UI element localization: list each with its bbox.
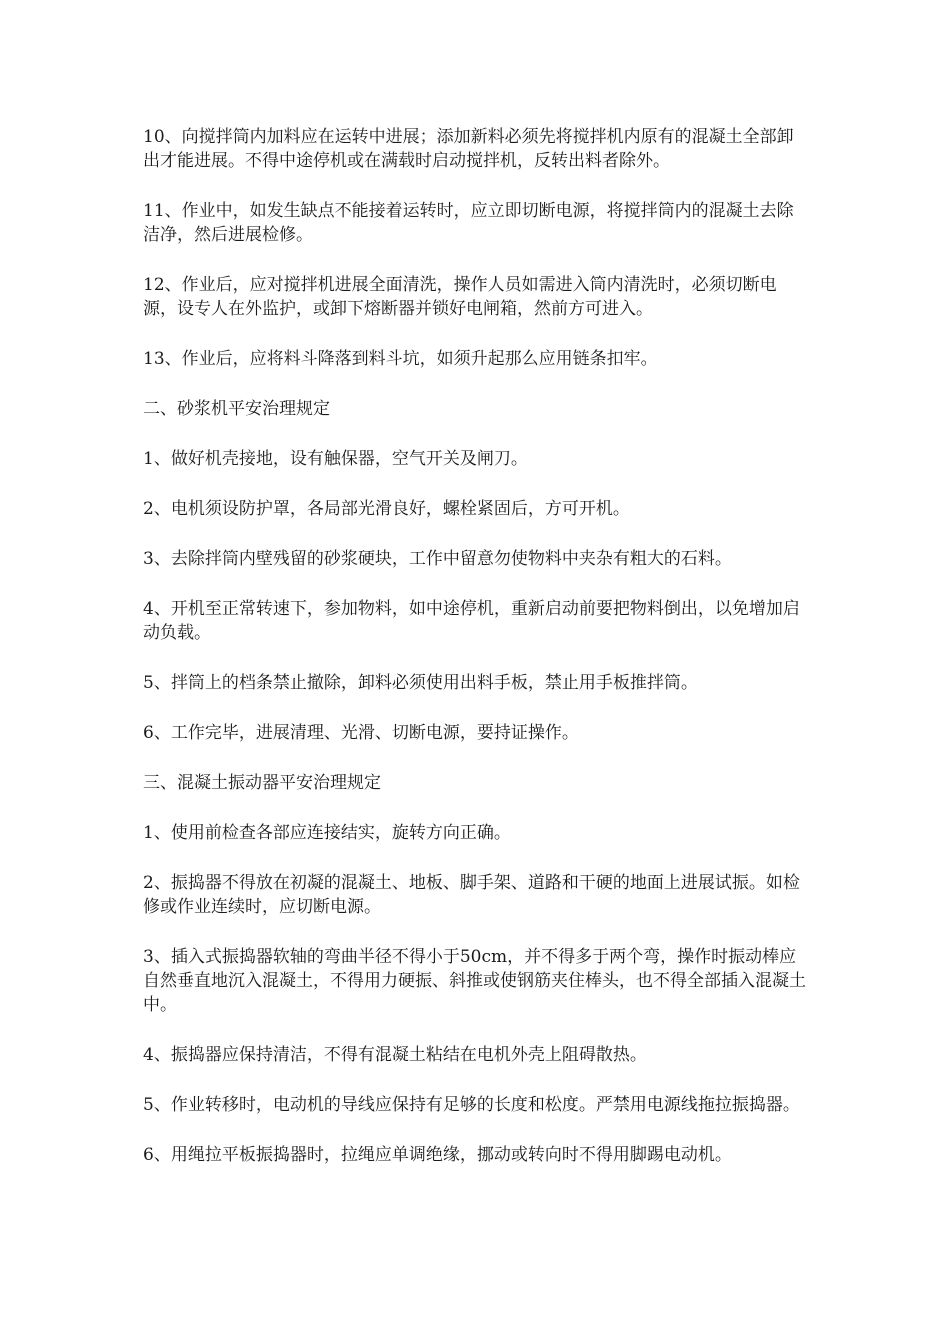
list-item: 6、工作完毕，进展清理、光滑、切断电源，要持证操作。 bbox=[143, 723, 579, 743]
list-item: 12、作业后，应对搅拌机进展全面清洗，操作人员如需进入筒内清洗时，必须切断电源，设专人在外监护，或卸下熔断器并锁好电闸箱，然前方可进入。 bbox=[143, 275, 777, 319]
list-item: 5、作业转移时，电动机的导线应保持有足够的长度和松度。严禁用电源线拖拉振捣器。 bbox=[143, 1095, 800, 1115]
list-item: 2、电机须设防护罩，各局部光滑良好，螺栓紧固后，方可开机。 bbox=[143, 499, 630, 519]
list-item: 1、做好机壳接地，设有触保器，空气开关及闸刀。 bbox=[143, 449, 528, 469]
section-heading-mortar-mixer: 二、砂浆机平安治理规定 bbox=[143, 399, 330, 419]
list-item: 1、使用前检查各部应连接结实，旋转方向正确。 bbox=[143, 823, 511, 843]
list-item: 4、开机至正常转速下，参加物料，如中途停机，重新启动前要把物料倒出，以免增加启动负载。 bbox=[143, 599, 800, 643]
list-item: 3、插入式振捣器软轴的弯曲半径不得小于50cm，并不得多于两个弯，操作时振动棒应自然垂直地沉入混凝土，不得用力硬振、斜推或使钢筋夹住棒头，也不得全部插入混凝土中。 bbox=[143, 947, 806, 1015]
list-item: 2、振捣器不得放在初凝的混凝土、地板、脚手架、道路和干硬的地面上进展试振。如检修或作业连续时，应切断电源。 bbox=[143, 873, 800, 917]
list-item: 10、向搅拌筒内加料应在运转中进展；添加新料必须先将搅拌机内原有的混凝土全部卸出才能进展。不得中途停机或在满载时启动搅拌机，反转出料者除外。 bbox=[143, 127, 794, 171]
list-item: 5、拌筒上的档条禁止撤除，卸料必须使用出料手板，禁止用手板推拌筒。 bbox=[143, 673, 698, 693]
list-item: 6、用绳拉平板振捣器时，拉绳应单调绝缘，挪动或转向时不得用脚踢电动机。 bbox=[143, 1145, 732, 1165]
list-item: 11、作业中，如发生缺点不能接着运转时，应立即切断电源，将搅拌筒内的混凝土去除洁净，然后进展检修。 bbox=[143, 201, 794, 245]
list-item: 4、振捣器应保持清洁，不得有混凝土粘结在电机外壳上阻碍散热。 bbox=[143, 1045, 647, 1065]
document-body bbox=[143, 125, 807, 1193]
list-item: 3、去除拌筒内壁残留的砂浆硬块，工作中留意勿使物料中夹杂有粗大的石料。 bbox=[143, 549, 732, 569]
list-item: 13、作业后，应将料斗降落到料斗坑，如须升起那么应用链条扣牢。 bbox=[143, 349, 658, 369]
section-heading-concrete-vibrator: 三、混凝土振动器平安治理规定 bbox=[143, 773, 381, 793]
